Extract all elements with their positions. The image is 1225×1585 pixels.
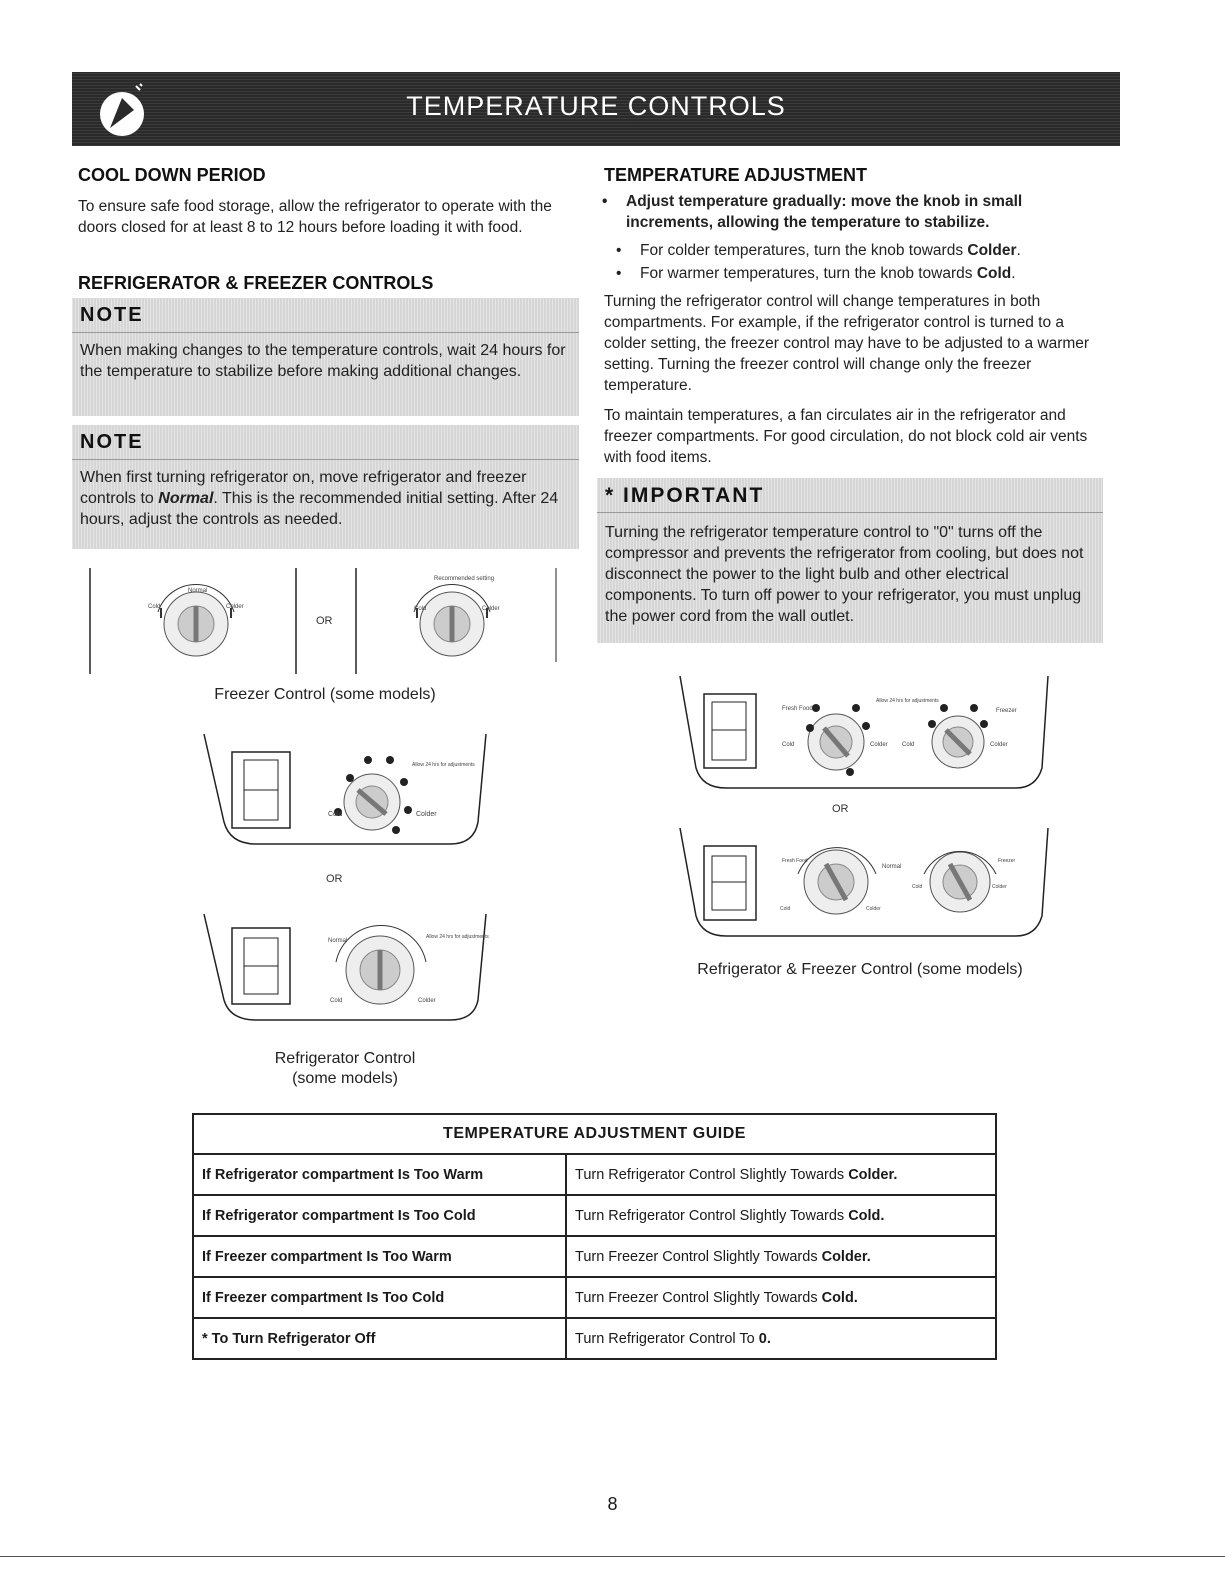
svg-text:Allow 24 hrs for adjustments: Allow 24 hrs for adjustments <box>876 698 939 704</box>
svg-text:Fresh Food: Fresh Food <box>782 706 813 712</box>
svg-text:Colder: Colder <box>416 811 437 818</box>
fridge-knob-numbered <box>334 756 412 834</box>
section-banner <box>72 72 1120 146</box>
freezer-control-figure <box>88 562 563 678</box>
important-divider <box>597 512 1103 513</box>
guide-title: TEMPERATURE ADJUSTMENT GUIDE <box>193 1114 996 1154</box>
svg-text:Colder: Colder <box>990 742 1008 748</box>
page-number: 8 <box>607 1494 618 1514</box>
action-cell: Turn Refrigerator Control To 0. <box>566 1318 996 1359</box>
adjustment-heading: TEMPERATURE ADJUSTMENT <box>604 165 868 185</box>
adjustment-paragraph-1: Turning the refrigerator control will change temperatures in both compartments. For example, if the refrigerator control is turned to a colder setting, the freezer control may have to be adjusted to a warmer setting. Turning the freezer control will change only the freezer temperature. <box>604 293 1090 394</box>
svg-text:Freezer: Freezer <box>998 858 1016 864</box>
svg-text:Colder: Colder <box>870 742 888 748</box>
svg-text:Cold: Cold <box>780 906 791 912</box>
freezer-knob <box>928 704 988 768</box>
freezer-knob-recommended <box>414 584 490 656</box>
page-edge-line <box>0 1556 1225 1557</box>
table-row <box>193 1195 996 1236</box>
page-title: TEMPERATURE CONTROLS <box>406 91 786 121</box>
note-text: When first turning refrigerator on, move refrigerator and freezer controls to Normal. This is the recommended initial setting. After 24 hours, adjust the controls as needed. <box>80 469 559 528</box>
fridge-knob-normal <box>336 926 426 1004</box>
note-box-2 <box>72 425 579 549</box>
controls-heading: REFRIGERATOR & FREEZER CONTROLS <box>78 273 434 293</box>
table-row <box>193 1277 996 1318</box>
svg-text:Normal: Normal <box>188 588 208 594</box>
adjustment-paragraph-2: To maintain temperatures, a fan circulates air in the refrigerator and freezer compartments. For good circulation, do not block cold air vents with food items. <box>604 407 1088 466</box>
condition-cell: If Freezer compartment Is Too Warm <box>193 1236 566 1277</box>
or-label: OR <box>326 873 343 885</box>
adjustment-guide-table <box>192 1113 997 1360</box>
note-box-1 <box>72 298 579 416</box>
svg-text:Colder: Colder <box>482 606 500 612</box>
refrigerator-caption: Refrigerator Control (some models) <box>274 1050 416 1087</box>
svg-text:Colder: Colder <box>418 998 436 1004</box>
svg-text:Cold: Cold <box>148 604 161 610</box>
condition-cell: If Refrigerator compartment Is Too Warm <box>193 1154 566 1195</box>
svg-text:Cold: Cold <box>902 742 915 748</box>
combo-control-figure <box>676 672 1056 942</box>
svg-text:Normal: Normal <box>882 864 902 870</box>
action-cell: Turn Refrigerator Control Slightly Towards Colder. <box>566 1154 996 1195</box>
cooldown-text: To ensure safe food storage, allow the refrigerator to operate with the doors closed for at least 8 to 12 hours before loading it with food. <box>78 198 552 236</box>
svg-text:Allow 24 hrs for adjustments: Allow 24 hrs for adjustments <box>426 934 489 940</box>
cooldown-heading: COOL DOWN PERIOD <box>78 165 266 185</box>
action-cell: Turn Freezer Control Slightly Towards Cold. <box>566 1277 996 1318</box>
note-divider <box>72 332 579 333</box>
svg-text:Normal: Normal <box>328 938 348 944</box>
svg-text:Fresh Food: Fresh Food <box>782 858 808 864</box>
note-label: NOTE <box>80 304 144 326</box>
important-text: Turning the refrigerator temperature control to "0" turns off the compressor and prevents the refrigerator from cooling, but does not disconnect the power to the light bulb and other electrical components. To turn off power to your refrigerator, you must unplug the power cord from the wall outlet. <box>605 524 1084 625</box>
svg-text:Cold: Cold <box>328 811 343 818</box>
condition-cell: If Refrigerator compartment Is Too Cold <box>193 1195 566 1236</box>
refrigerator-control-figure <box>200 730 490 1030</box>
note-label: NOTE <box>80 431 144 453</box>
action-cell: Turn Refrigerator Control Slightly Towards Cold. <box>566 1195 996 1236</box>
table-row <box>193 1236 996 1277</box>
important-box <box>597 478 1103 643</box>
bullet-colder: • For colder temperatures, turn the knob towards Colder. <box>640 240 1100 261</box>
bullet-gradual: • Adjust temperature gradually: move the knob in small increments, allowing the temperature to stabilize. <box>626 191 1096 233</box>
svg-text:Freezer: Freezer <box>996 708 1017 714</box>
combo-caption: Refrigerator & Freezer Control (some models) <box>697 961 1023 978</box>
svg-text:Colder: Colder <box>866 906 881 912</box>
svg-text:Cold: Cold <box>330 998 343 1004</box>
important-label: * IMPORTANT <box>605 484 765 507</box>
svg-text:Colder: Colder <box>226 604 244 610</box>
svg-text:Colder: Colder <box>992 884 1007 890</box>
svg-text:Recommended setting: Recommended setting <box>434 576 495 582</box>
svg-text:Cold: Cold <box>414 606 427 612</box>
bullet-warmer: • For warmer temperatures, turn the knob towards Cold. <box>640 263 1100 284</box>
condition-cell: If Freezer compartment Is Too Cold <box>193 1277 566 1318</box>
note-divider <box>72 459 579 460</box>
or-label: OR <box>832 803 849 815</box>
action-cell: Turn Freezer Control Slightly Towards Colder. <box>566 1236 996 1277</box>
fresh-food-knob-normal <box>798 848 876 914</box>
svg-text:Cold: Cold <box>782 742 795 748</box>
freezer-knob-normal <box>158 584 234 656</box>
table-row <box>193 1154 996 1195</box>
svg-text:Allow 24 hrs for adjustments: Allow 24 hrs for adjustments <box>412 762 475 768</box>
note-text: When making changes to the temperature controls, wait 24 hours for the temperature to stabilize before making additional changes. <box>80 342 566 380</box>
freezer-caption: Freezer Control (some models) <box>214 686 436 703</box>
table-row <box>193 1318 996 1359</box>
or-label: OR <box>316 615 333 627</box>
freezer-knob-normal <box>924 851 996 912</box>
condition-cell: * To Turn Refrigerator Off <box>193 1318 566 1359</box>
svg-text:Cold: Cold <box>912 884 923 890</box>
fresh-food-knob <box>806 704 870 776</box>
